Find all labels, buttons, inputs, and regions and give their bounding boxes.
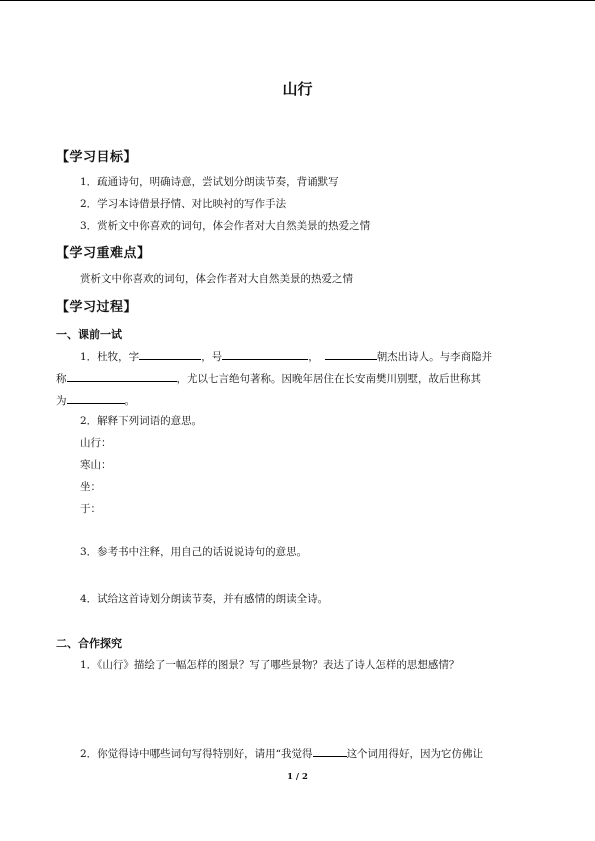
page-title: 山行 [282, 80, 313, 98]
q1-text-a: 1．杜牧，字 [80, 351, 140, 363]
goal-item-3: 3．赏析文中你喜欢的词句，体会作者对大自然美景的热爱之情 [80, 220, 371, 232]
keypoints-text: 赏析文中你喜欢的词句，体会作者对大自然美景的热爱之情 [80, 273, 353, 285]
q1-text-d: 朝杰出诗人。与李商隐并 [376, 351, 493, 363]
term-zuo: 坐： [80, 481, 101, 493]
blank-cheng[interactable] [67, 370, 177, 382]
blank-zi[interactable] [139, 348, 201, 360]
term-shanxing: 山行： [80, 437, 112, 449]
q1-text-g: 为 [56, 395, 67, 407]
q1-text-b: ，号 [201, 351, 223, 363]
goal-item-1: 1．疏通诗句，明确诗意，尝试划分朗读节奏，背诵默写 [80, 176, 339, 188]
q2-text: 2．解释下列词语的意思。 [80, 415, 203, 427]
q1-line-2 [56, 370, 481, 386]
blank-word[interactable] [313, 745, 347, 757]
p2-q2-text-b: 这个词用得好，因为它仿佛让 [346, 748, 484, 760]
goal-item-2: 2．学习本诗借景抒情、对比映衬的写作手法 [80, 198, 287, 210]
blank-hao[interactable] [222, 348, 308, 360]
part1-heading: 一、课前一试 [56, 328, 122, 341]
p2-q2-text-a: 2．你觉得诗中哪些词句写得特别好，请用“我觉得 [80, 748, 313, 760]
q1-text-h: 。 [124, 395, 135, 407]
goals-heading: 【学习目标】 [56, 150, 138, 165]
q1-line-1 [80, 348, 492, 364]
part2-heading: 二、合作探究 [56, 637, 122, 650]
q1-text-f: ，尤以七言绝句著称。因晚年居住在长安南樊川别墅，故后世称其 [176, 373, 481, 385]
q1-text-c: ， [308, 351, 319, 363]
page-number: 1 / 2 [287, 772, 308, 782]
blank-title[interactable] [67, 392, 125, 404]
q1-line-3 [56, 392, 135, 408]
term-yu: 于： [80, 503, 101, 515]
blank-dynasty[interactable] [325, 348, 377, 360]
q1-text-e: 称 [56, 373, 67, 385]
q3-text: 3．参考书中注释，用自己的话说说诗句的意思。 [80, 546, 308, 558]
keypoints-heading: 【学习重难点】 [56, 246, 151, 261]
p2-q1-text: 1．《山行》描绘了一幅怎样的图景？写了哪些景物？表达了诗人怎样的思想感情？ [80, 659, 460, 671]
term-hanshan: 寒山： [80, 459, 112, 471]
p2-q2-line [80, 745, 483, 761]
process-heading: 【学习过程】 [56, 300, 138, 315]
q4-text: 4．试给这首诗划分朗读节奏，并有感情的朗读全诗。 [80, 593, 329, 605]
